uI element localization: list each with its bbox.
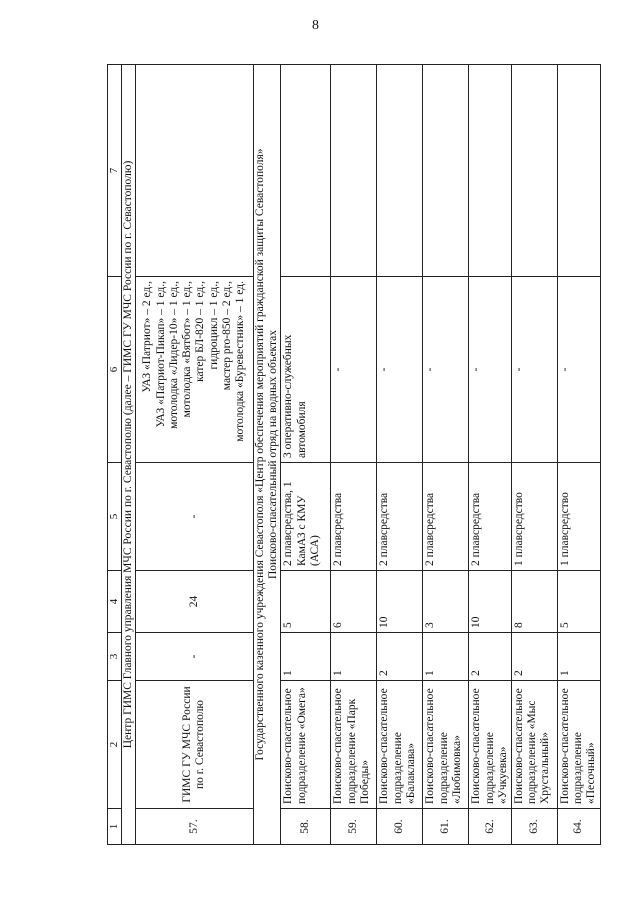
row-col3: 2 [377, 633, 423, 681]
row-col5: 2 плавсредства, 1 КамАЗ с КМУ (АСА) [281, 463, 331, 571]
col-num-3: 3 [108, 633, 122, 681]
table-row [331, 65, 377, 845]
equipment-item: мотолодка «Лидер-10» – 1 ед., [167, 281, 180, 429]
row-number: 61. [423, 809, 469, 845]
row-name: Поисково-спасательное подразделение «Омега» [281, 681, 331, 809]
column-number-row [108, 65, 122, 845]
row-name: Поисково-спасательное подразделение «Учкуевка» [469, 681, 512, 809]
row-col5: - [135, 463, 253, 571]
col-num-7: 7 [108, 65, 122, 277]
row-col6 [135, 277, 253, 463]
section-header-gims [121, 65, 135, 845]
row-col4: 10 [469, 571, 512, 633]
row-number: 59. [331, 809, 377, 845]
row-col3: 2 [469, 633, 512, 681]
row-name: Поисково-спасательное подразделение «Песочный» [557, 681, 600, 809]
row-name: Поисково-спасательное подразделение «Парк Победы» [331, 681, 377, 809]
equipment-item: мастер pro-850 – 2 ед., [220, 281, 233, 391]
row-number: 62. [469, 809, 512, 845]
col-num-5: 5 [108, 463, 122, 571]
section-title: Центр ГИМС Главного управления МЧС России по г. Севастополю (далее – ГИМС ГУ МЧС России по г. Севастополю) [121, 65, 135, 845]
col-num-2: 2 [108, 681, 122, 809]
row-col6: - [469, 277, 512, 463]
col-num-6: 6 [108, 277, 122, 463]
row-number: 57. [135, 809, 253, 845]
row-col4: 10 [377, 571, 423, 633]
table-row [469, 65, 512, 845]
row-col5: 2 плавсредства [423, 463, 469, 571]
page-number: 8 [312, 18, 319, 33]
row-col7 [511, 65, 557, 277]
table-row [511, 65, 557, 845]
table-row [423, 65, 469, 845]
row-col7 [281, 65, 331, 277]
section-title-line1: Государственного казенного учреждения Севастополя «Центр обеспечения мероприятий гражданской защиты Севастополя» [253, 148, 266, 761]
row-col7 [469, 65, 512, 277]
row-col5: 1 плавсредство [557, 463, 600, 571]
rotated-table-container [107, 65, 598, 845]
row-col6: 3 оперативно-служебных автомобиля [281, 277, 331, 463]
equipment-item: мотолодка «Буревестник» – 1 ед. [234, 281, 247, 442]
section-header-center [253, 65, 280, 845]
row-col7 [377, 65, 423, 277]
row-col6: - [377, 277, 423, 463]
table-row [377, 65, 423, 845]
row-name: Поисково-спасательное подразделение «Любимовка» [423, 681, 469, 809]
row-col6: - [511, 277, 557, 463]
row-col6: - [557, 277, 600, 463]
table-area [107, 65, 598, 845]
equipment-item: катер БЛ-820 – 1 ед., [194, 281, 207, 382]
row-col5: 2 плавсредства [331, 463, 377, 571]
row-col7 [135, 65, 253, 277]
equipment-item: мотолодка «Вятбот» – 1 ед., [181, 281, 194, 418]
row-col5: 2 плавсредства [469, 463, 512, 571]
row-name: Поисково-спасательное подразделение «Мыс Хрустальный» [511, 681, 557, 809]
row-col6: - [331, 277, 377, 463]
col-num-4: 4 [108, 571, 122, 633]
row-number: 60. [377, 809, 423, 845]
row-col4: 5 [281, 571, 331, 633]
row-name: ГИМС ГУ МЧС России по г. Севастополю [135, 681, 253, 809]
resource-table [107, 64, 601, 845]
equipment-item: УАЗ «Патриот-Пикап» – 1 ед., [154, 281, 167, 428]
table-row [281, 65, 331, 845]
row-col6: - [423, 277, 469, 463]
row-col5: 2 плавсредства [377, 463, 423, 571]
row-col3: 1 [557, 633, 600, 681]
section-title-line2: Поисково-спасательный отряд на водных объектах [267, 329, 280, 580]
row-number: 58. [281, 809, 331, 845]
row-col7 [423, 65, 469, 277]
row-col5: 1 плавсредство [511, 463, 557, 571]
row-col3: 1 [281, 633, 331, 681]
row-col4: 6 [331, 571, 377, 633]
row-col4: 3 [423, 571, 469, 633]
equipment-item: УАЗ «Патриот» – 2 ед., [141, 281, 154, 393]
row-col7 [557, 65, 600, 277]
row-col3: 1 [331, 633, 377, 681]
row-number: 64. [557, 809, 600, 845]
table-row [135, 65, 253, 845]
equipment-list [141, 281, 247, 458]
row-col4: 5 [557, 571, 600, 633]
col-num-1: 1 [108, 809, 122, 845]
row-col3: - [135, 633, 253, 681]
equipment-item: гидроцикл – 1 ед., [207, 281, 220, 370]
row-name: Поисково-спасательное подразделение «Балаклава» [377, 681, 423, 809]
row-number: 63. [511, 809, 557, 845]
row-col3: 2 [511, 633, 557, 681]
section-title [253, 65, 280, 845]
row-col7 [331, 65, 377, 277]
row-col3: 1 [423, 633, 469, 681]
row-col4: 8 [511, 571, 557, 633]
row-col4: 24 [135, 571, 253, 633]
table-row [557, 65, 600, 845]
